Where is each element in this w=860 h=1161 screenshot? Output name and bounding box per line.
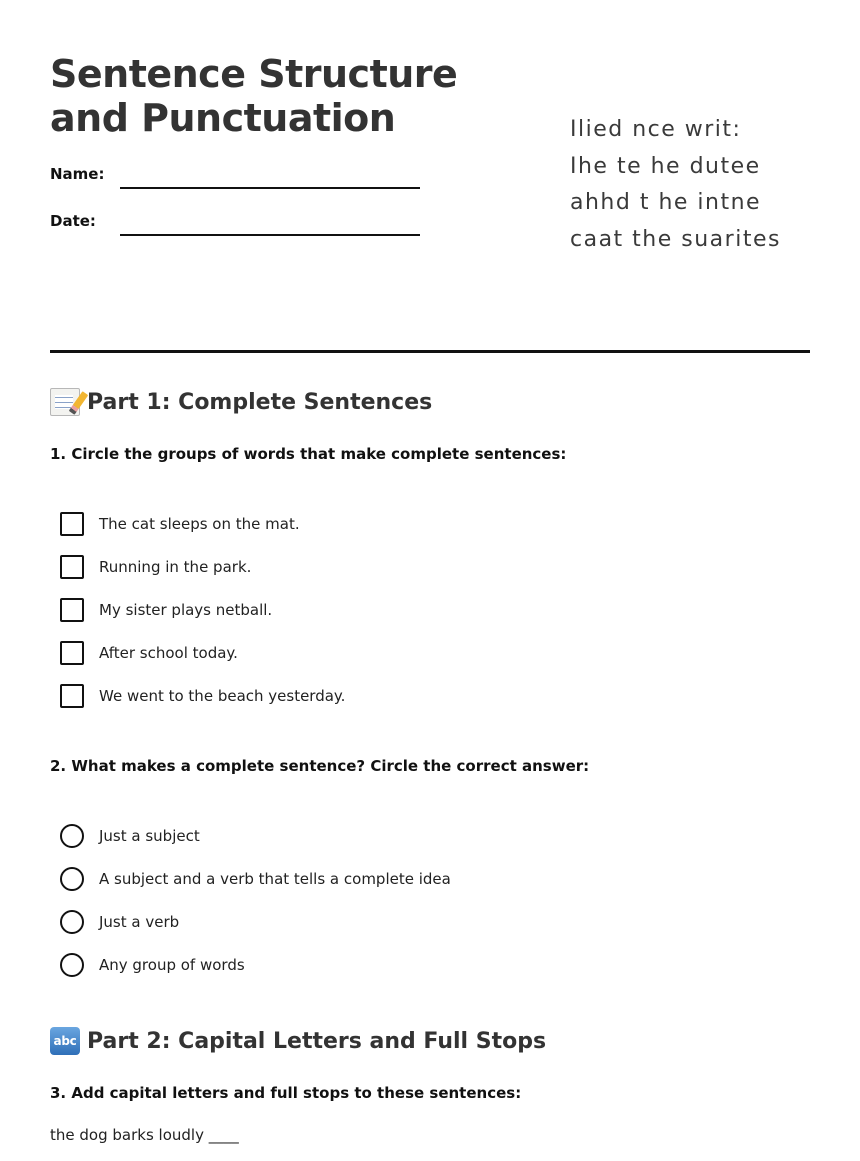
q2-option[interactable] — [60, 910, 179, 934]
q1-option[interactable] — [60, 684, 345, 708]
checkbox[interactable] — [60, 512, 84, 536]
q2-option-label: Just a subject — [99, 827, 200, 845]
date-label: Date: — [50, 212, 96, 230]
name-field[interactable] — [120, 187, 420, 189]
part2-heading-text: Part 2: Capital Letters and Full Stops — [87, 1028, 547, 1054]
q2-option[interactable] — [60, 824, 200, 848]
q1-option-label: The cat sleeps on the mat. — [99, 515, 300, 533]
checkbox[interactable] — [60, 684, 84, 708]
part2-heading — [50, 1027, 546, 1055]
date-field[interactable] — [120, 234, 420, 236]
handwriting-line: Ilied nce writ: — [570, 117, 742, 142]
name-label: Name: — [50, 165, 105, 183]
memo-icon — [50, 388, 80, 416]
q2-option-label: Just a verb — [99, 913, 180, 931]
q1-option-label: Running in the park. — [99, 558, 252, 576]
handwriting-line: Ihe te he dutee — [570, 153, 761, 179]
q2-option-label: Any group of words — [99, 956, 245, 974]
q1-option[interactable] — [60, 641, 238, 665]
question-3-prompt: 3. Add capital letters and full stops to these sentences: — [50, 1084, 522, 1102]
radio-button[interactable] — [60, 953, 84, 977]
radio-button[interactable] — [60, 824, 84, 848]
handwriting-line: caat the suarites — [570, 226, 781, 252]
q1-option-label: My sister plays netball. — [99, 601, 273, 619]
checkbox[interactable] — [60, 641, 84, 665]
q1-option[interactable] — [60, 555, 251, 579]
q1-option[interactable] — [60, 598, 272, 622]
radio-button[interactable] — [60, 910, 84, 934]
q1-option-label: After school today. — [99, 644, 238, 662]
part1-heading — [50, 388, 432, 416]
q2-option-label: A subject and a verb that tells a complete idea — [99, 870, 451, 888]
checkbox[interactable] — [60, 555, 84, 579]
question-2-prompt: 2. What makes a complete sentence? Circle the correct answer: — [50, 757, 590, 775]
page-title: Sentence Structure and Punctuation — [50, 52, 458, 140]
checkbox[interactable] — [60, 598, 84, 622]
abc-icon: abc — [50, 1027, 80, 1055]
q2-option[interactable] — [60, 867, 451, 891]
question-1-prompt: 1. Circle the groups of words that make complete sentences: — [50, 445, 567, 463]
handwritten-note — [570, 112, 820, 258]
q3-sentence[interactable]: the dog barks loudly ____ — [50, 1126, 239, 1144]
section-divider — [50, 350, 810, 353]
q1-option-label: We went to the beach yesterday. — [99, 687, 346, 705]
q1-option[interactable] — [60, 512, 300, 536]
radio-button[interactable] — [60, 867, 84, 891]
part1-heading-text: Part 1: Complete Sentences — [87, 389, 433, 415]
q2-option[interactable] — [60, 953, 245, 977]
handwriting-line: ahhd t he intne — [570, 190, 762, 215]
